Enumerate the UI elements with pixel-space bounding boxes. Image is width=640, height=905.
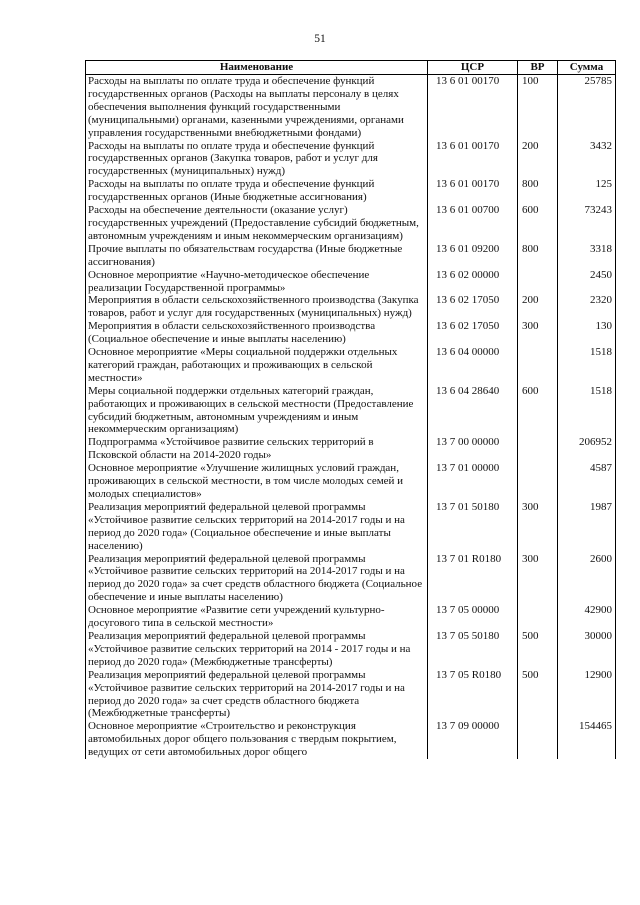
table-row (86, 501, 616, 553)
row-vr: 100 (518, 75, 558, 140)
header-vr: ВР (518, 61, 558, 75)
row-name: Подпрограмма «Устойчивое развитие сельских территорий в Псковской области на 2014-2020 годы» (86, 436, 428, 462)
row-sum: 73243 (558, 204, 616, 243)
row-csr: 13 6 02 00000 (428, 269, 518, 295)
table-row (86, 75, 616, 140)
row-sum: 42900 (558, 604, 616, 630)
page-number: 51 (314, 33, 326, 45)
row-csr: 13 6 04 28640 (428, 385, 518, 437)
row-vr: 800 (518, 243, 558, 269)
row-sum: 130 (558, 320, 616, 346)
row-name: Основное мероприятие «Развитие сети учреждений культурно-досугового типа в сельской местности» (86, 604, 428, 630)
row-name: Основное мероприятие «Меры социальной поддержки отдельных категорий граждан, работающих и проживающих в сельской местности» (86, 346, 428, 385)
budget-table (85, 60, 616, 759)
row-vr: 300 (518, 501, 558, 553)
row-name: Реализация мероприятий федеральной целевой программы «Устойчивое развитие сельских территорий на 2014 - 2017 годы и на период до 2020 года» (Межбюджетные трансферты) (86, 630, 428, 669)
row-csr: 13 6 01 00170 (428, 75, 518, 140)
row-sum: 12900 (558, 669, 616, 721)
row-vr: 300 (518, 553, 558, 605)
row-csr: 13 6 01 00170 (428, 178, 518, 204)
row-csr: 13 6 04 00000 (428, 346, 518, 385)
table-row (86, 294, 616, 320)
row-csr: 13 7 01 R0180 (428, 553, 518, 605)
table-row (86, 140, 616, 179)
row-csr: 13 7 09 00000 (428, 720, 518, 759)
row-vr (518, 720, 558, 759)
row-vr (518, 462, 558, 501)
row-vr: 600 (518, 204, 558, 243)
table-row (86, 385, 616, 437)
row-name: Реализация мероприятий федеральной целевой программы «Устойчивое развитие сельских территорий на 2014-2017 годы и на период до 2020 года» (Социальное обеспечение и иные выплаты населению) (86, 501, 428, 553)
row-name: Меры социальной поддержки отдельных категорий граждан, работающих и проживающих в сельской местности (Предоставление субсидий бюджетным, автономным учреждениям и иным некоммерческим организациям) (86, 385, 428, 437)
row-csr: 13 7 00 00000 (428, 436, 518, 462)
row-name: Расходы на выплаты по оплате труда и обеспечение функций государственных органов (Иные бюджетные ассигнования) (86, 178, 428, 204)
row-sum: 1518 (558, 346, 616, 385)
row-sum: 3432 (558, 140, 616, 179)
row-name: Основное мероприятие «Научно-методическое обеспечение реализации Государственной программы» (86, 269, 428, 295)
row-name: Расходы на выплаты по оплате труда и обеспечение функций государственных органов (Расходы на выплаты персоналу в целях обеспечения выполнения функций государственными (муниципальными) органами, казенными учреждениями, органами управления государственными внебюджетными фондами) (86, 75, 428, 140)
row-vr (518, 436, 558, 462)
table-row (86, 243, 616, 269)
row-sum: 1518 (558, 385, 616, 437)
row-csr: 13 7 05 R0180 (428, 669, 518, 721)
table-row (86, 669, 616, 721)
table-row (86, 553, 616, 605)
row-csr: 13 7 05 00000 (428, 604, 518, 630)
row-vr: 500 (518, 630, 558, 669)
table-row (86, 436, 616, 462)
table-row (86, 720, 616, 759)
row-csr: 13 6 02 17050 (428, 294, 518, 320)
row-csr: 13 7 05 50180 (428, 630, 518, 669)
row-sum: 3318 (558, 243, 616, 269)
table-row (86, 630, 616, 669)
header-name: Наименование (86, 61, 428, 75)
table-row (86, 178, 616, 204)
row-name: Основное мероприятие «Строительство и реконструкция автомобильных дорог общего пользования с твердым покрытием, ведущих от сети автомобильных дорог общего (86, 720, 428, 759)
row-sum: 206952 (558, 436, 616, 462)
table-row (86, 604, 616, 630)
row-sum: 1987 (558, 501, 616, 553)
row-sum: 2320 (558, 294, 616, 320)
row-csr: 13 7 01 00000 (428, 462, 518, 501)
row-csr: 13 7 01 50180 (428, 501, 518, 553)
row-vr: 200 (518, 140, 558, 179)
table-row (86, 462, 616, 501)
row-name: Мероприятия в области сельскохозяйственного производства (Закупка товаров, работ и услуг для государственных (муниципальных) нужд) (86, 294, 428, 320)
row-sum: 125 (558, 178, 616, 204)
row-name: Расходы на обеспечение деятельности (оказание услуг) государственных учреждений (Предоставление субсидий бюджетным, автономным учреждениям и иным некоммерческим организациям) (86, 204, 428, 243)
table-row (86, 269, 616, 295)
row-vr (518, 269, 558, 295)
row-csr: 13 6 01 09200 (428, 243, 518, 269)
row-sum: 30000 (558, 630, 616, 669)
row-csr: 13 6 01 00700 (428, 204, 518, 243)
row-name: Расходы на выплаты по оплате труда и обеспечение функций государственных органов (Закупка товаров, работ и услуг для государственных (муниципальных) нужд) (86, 140, 428, 179)
row-vr (518, 346, 558, 385)
row-sum: 2450 (558, 269, 616, 295)
row-name: Основное мероприятие «Улучшение жилищных условий граждан, проживающих в сельской местности, в том числе молодых семей и молодых специалистов» (86, 462, 428, 501)
row-csr: 13 6 01 00170 (428, 140, 518, 179)
row-sum: 2600 (558, 553, 616, 605)
header-sum: Сумма (558, 61, 616, 75)
row-vr: 600 (518, 385, 558, 437)
row-sum: 154465 (558, 720, 616, 759)
table-body (86, 75, 616, 760)
row-vr: 200 (518, 294, 558, 320)
table-row (86, 204, 616, 243)
header-csr: ЦСР (428, 61, 518, 75)
row-name: Реализация мероприятий федеральной целевой программы «Устойчивое развитие сельских территорий на 2014-2017 годы и на период до 2020 года» за счет средств областного бюджета (Социальное обеспечение и иные выплаты населению) (86, 553, 428, 605)
table-row (86, 346, 616, 385)
row-csr: 13 6 02 17050 (428, 320, 518, 346)
row-sum: 25785 (558, 75, 616, 140)
row-name: Реализация мероприятий федеральной целевой программы «Устойчивое развитие сельских территорий на 2014-2017 годы и на период до 2020 года» за счет средств областного бюджета (Межбюджетные трансферты) (86, 669, 428, 721)
row-vr (518, 604, 558, 630)
row-vr: 300 (518, 320, 558, 346)
row-vr: 800 (518, 178, 558, 204)
row-name: Прочие выплаты по обязательствам государства (Иные бюджетные ассигнования) (86, 243, 428, 269)
row-vr: 500 (518, 669, 558, 721)
row-name: Мероприятия в области сельскохозяйственного производства (Социальное обеспечение и иные выплаты населению) (86, 320, 428, 346)
table-row (86, 320, 616, 346)
row-sum: 4587 (558, 462, 616, 501)
table-header-row (86, 61, 616, 75)
